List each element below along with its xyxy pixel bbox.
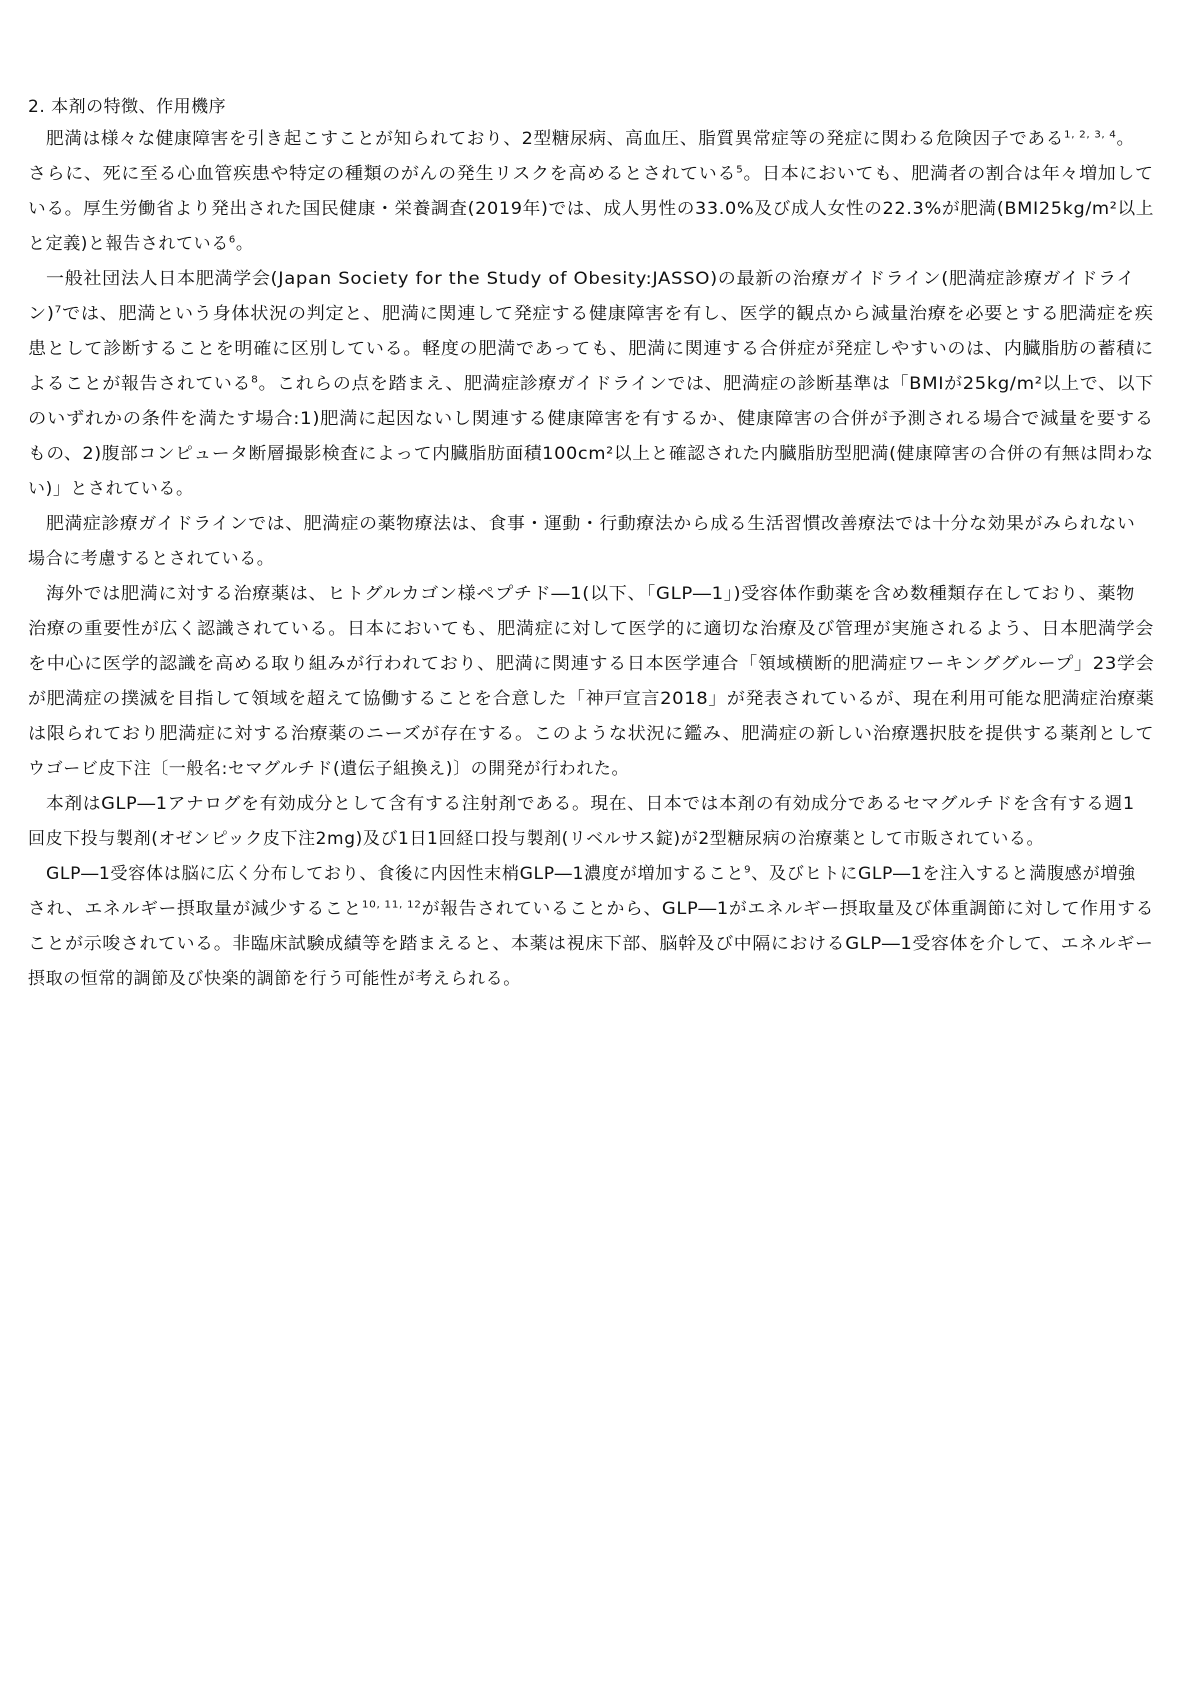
text-line [28,927,1181,962]
citation-superscript: 5 [736,164,744,176]
paragraph [28,262,1154,507]
text-run: もの、2)腹部コンピュータ断層撮影検査によって内臓脂肪面積100cm²以上と確認された内臓脂肪型肥満(健康障害の合併の有無は問わな [28,444,1154,464]
text-run: は限られており肥満症に対する治療薬のニーズが存在する。このような状況に鑑み、肥満症の新しい治療選択肢を提供する薬剤として [28,724,1155,744]
text-run: 海外では肥満に対する治療薬は、ヒトグルカゴン様ペプチド―1(以下、「GLP―1」)受容体作動薬を含め数種類存在しており、薬物 [45,584,1135,604]
text-line [28,157,1181,192]
text-run: と定義)と報告されている [28,234,229,254]
text-line [28,577,1181,612]
text-run: を中心に医学的認識を高める取り組みが行われており、肥満に関連する日本医学連合「領域横断的肥満症ワーキンググループ」23学会 [28,654,1155,674]
text-line [28,227,1154,262]
paragraph [28,857,1154,997]
text-line [28,192,1181,227]
text-run: 。日本においても、肥満者の割合は年々増加して [743,164,1154,184]
text-run: 本剤はGLP―1アナログを有効成分として含有する注射剤である。現在、日本では本剤の有効成分であるセマグルチドを含有する週1 [45,794,1135,814]
text-run: され、エネルギー摂取量が減少すること [28,899,362,919]
text-line [28,717,1181,752]
text-line [28,682,1181,717]
citation-superscript: 7 [54,304,63,316]
text-run: よることが報告されている [28,374,252,394]
text-run: が肥満症の撲滅を目指して領域を超えて協働することを合意した「神戸宣言2018」が発表されているが、現在利用可能な肥満症治療薬 [28,689,1155,709]
text-line [28,542,1154,577]
text-line [28,297,1181,332]
text-line [28,262,1181,297]
text-run: 摂取の恒常的調節及び快楽的調節を行う可能性が考えられる。 [28,969,521,989]
text-run: 治療の重要性が広く認識されている。日本においても、肥満症に対して医学的に適切な治療及び管理が実施されるよう、日本肥満学会 [28,619,1155,639]
paragraph [28,787,1154,857]
text-line [28,437,1181,472]
text-line [28,787,1181,822]
paragraph [28,122,1154,262]
text-run: 。これらの点を踏まえ、肥満症診療ガイドラインでは、肥満症の診断基準は「BMIが25kg/m²以上で、以下 [258,374,1154,394]
text-line [28,472,1154,507]
document-body [28,122,1154,997]
text-run: ウゴービ皮下注〔一般名:セマグルチド(遺伝子組換え)〕の開発が行われた。 [28,759,630,779]
text-line [28,822,1154,857]
text-line [28,332,1181,367]
text-run: 、及びヒトにGLP―1を注入すると満腹感が増強 [751,864,1136,884]
text-run: では、肥満という身体状況の判定と、肥満に関連して発症する健康障害を有し、医学的観点から減量治療を必要とする肥満症を疾 [62,304,1154,324]
text-line [28,402,1181,437]
text-run: 回皮下投与製剤(オゼンピック皮下注2mg)及び1日1回経口投与製剤(リベルサス錠)が2型糖尿病の治療薬として市販されている。 [28,829,1045,849]
text-run: のいずれかの条件を満たす場合:1)肥満に起因ないし関連する健康障害を有するか、健康障害の合併が予測される場合で減量を要する [28,409,1154,429]
text-line [28,857,1166,892]
citation-superscript: 9 [744,864,752,876]
text-line [28,647,1181,682]
text-run: が報告されていることから、GLP―1がエネルギー摂取量及び体重調節に対して作用する [421,899,1155,919]
section-heading: 2. 本剤の特徴、作用機序 [28,97,227,117]
citation-superscript: 8 [251,374,259,386]
citation-superscript: 10, 11, 12 [361,899,422,911]
citation-superscript: 6 [228,234,236,246]
text-line [28,122,1181,157]
text-line [28,507,1181,542]
text-run: さらに、死に至る心血管疾患や特定の種類のがんの発生リスクを高めるとされている [28,164,737,184]
text-line [28,962,1154,997]
paragraph [28,577,1154,787]
text-run: 。 [235,234,254,254]
text-run: 一般社団法人日本肥満学会(Japan Society for the Study of Obesity:JASSO)の最新の治療ガイドライン(肥満症診療ガイドライ [45,269,1136,289]
text-run: い)」とされている。 [28,479,194,499]
text-run: GLP―1受容体は脳に広く分布しており、食後に内因性末梢GLP―1濃度が増加すること [45,864,745,884]
text-line [28,752,1154,787]
paragraph [28,507,1154,577]
text-run: 肥満症診療ガイドラインでは、肥満症の薬物療法は、食事・運動・行動療法から成る生活習慣改善療法では十分な効果がみられない [45,514,1136,534]
text-run: 場合に考慮するとされている。 [28,549,275,569]
text-line [28,367,1181,402]
text-run: 。 [1116,129,1135,149]
text-run: 患として診断することを明確に区別している。軽度の肥満であっても、肥満に関連する合併症が発症しやすいのは、内臓脂肪の蓄積に [28,339,1154,359]
document-page [28,92,1154,997]
text-run: ン) [28,304,55,324]
text-line [28,612,1181,647]
text-run: いる。厚生労働省より発出された国民健康・栄養調査(2019年)では、成人男性の33.0%及び成人女性の22.3%が肥満(BMI25kg/m²以上 [28,199,1155,219]
text-run: ことが示唆されている。非臨床試験成績等を踏まえると、本薬は視床下部、脳幹及び中隔におけるGLP―1受容体を介して、エネルギー [28,934,1154,954]
citation-superscript: 1, 2, 3, 4 [1064,129,1117,141]
text-line [28,892,1181,927]
text-run: 肥満は様々な健康障害を引き起こすことが知られており、2型糖尿病、高血圧、脂質異常症等の発症に関わる危険因子である [45,129,1065,149]
